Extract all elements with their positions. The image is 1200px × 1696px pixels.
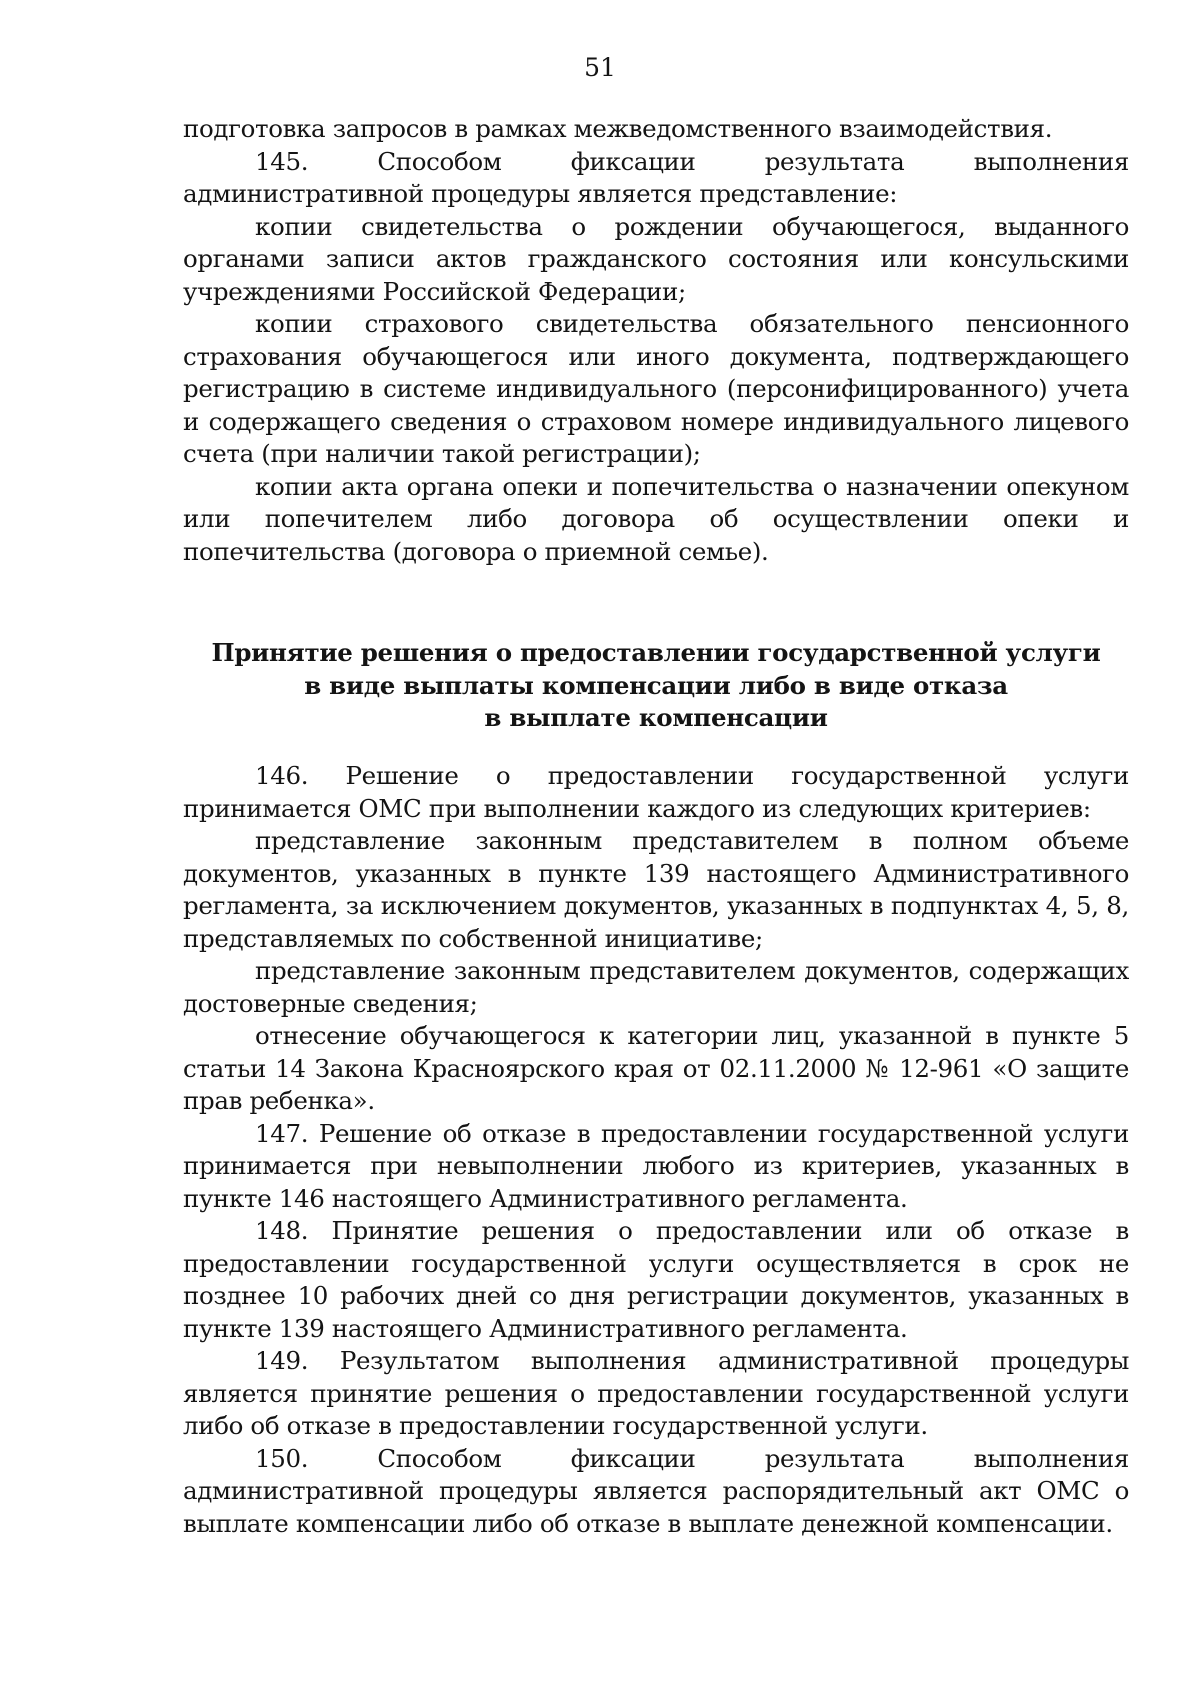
list-item-birth-certificate: копии свидетельства о рождении обучающегося, выданного органами записи актов гражданского состояния или консульскими учреждениями Российской Федерации; [183,211,1129,306]
section-heading-line: Принятие решения о предоставлении государственной услуги [211,638,1101,667]
section-heading-line: в виде выплаты компенсации либо в виде отказа [304,670,1008,700]
section-heading [183,637,1129,735]
bottom-text-block [183,760,1129,1540]
paragraph-146: 146. Решение о предоставлении государственной услуги принимается ОМС при выполнении каждого из следующих критериев: [183,761,1129,823]
paragraph-150: 150. Способом фиксации результата выполнения административной процедуры является распорядительный акт ОМС о выплате компенсации либо об отказе в выплате денежной компенсации. [183,1443,1129,1538]
list-item-criterion-category: отнесение обучающегося к категории лиц, указанной в пункте 5 статьи 14 Закона Красноярского края от 02.11.2000 № 12-961 «О защите прав ребенка». [183,1021,1129,1115]
list-item-criterion-reliable-info: представление законным представителем документов, содержащих достоверные сведения; [183,956,1129,1018]
paragraph-continuation: подготовка запросов в рамках межведомственного взаимодействия. [183,114,1053,143]
paragraph-149: 149. Результатом выполнения административной процедуры является принятие решения о предоставлении государственной услуги либо об отказе в предоставлении государственной услуги. [183,1346,1129,1440]
section-heading-line: в выплате компенсации [484,703,828,732]
list-item-guardianship-act: копии акта органа опеки и попечительства о назначении опекуном или попечителем либо договора об осуществлении опеки и попечительства (договора о приемной семье). [183,471,1129,566]
paragraph-147: 147. Решение об отказе в предоставлении государственной услуги принимается при невыполнении любого из критериев, указанных в пункте 146 настоящего Административного регламента. [183,1118,1129,1213]
list-item-insurance-certificate: копии страхового свидетельства обязательного пенсионного страхования обучающегося или иного документа, подтверждающего регистрацию в системе индивидуального (персонифицированного) учета и содержащего сведения о страховом номере индивидуального лицевого счета (при наличии такой регистрации); [183,309,1129,468]
paragraph-145: 145. Способом фиксации результата выполнения административной процедуры является представление: [183,146,1129,208]
list-item-criterion-documents: представление законным представителем в полном объеме документов, указанных в пункте 139 настоящего Административного регламента, за исключением документов, указанных в подпунктах 4, 5, 8, представляемых по собственной инициативе; [183,826,1129,953]
top-text-block [183,113,1129,568]
paragraph-148: 148. Принятие решения о предоставлении или об отказе в предоставлении государственной услуги осуществляется в срок не позднее 10 рабочих дней со дня регистрации документов, указанных в пункте 139 настоящего Административного регламента. [183,1216,1129,1343]
page-number: 51 [584,53,616,82]
